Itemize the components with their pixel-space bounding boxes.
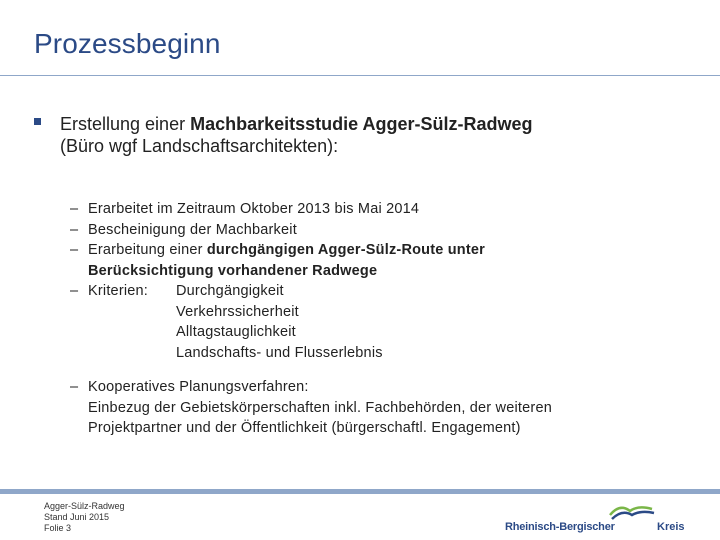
list-item-text: Projektpartner und der Öffentlichkeit (bürgerschaftl. Engagement) (88, 420, 521, 436)
main-bullet (34, 113, 684, 157)
list-item (70, 240, 670, 281)
dash-bullet: – (70, 379, 79, 395)
footer-info (44, 501, 125, 534)
list-item (70, 199, 670, 220)
hills-logo-icon (608, 503, 656, 521)
criterion: Alltagstauglichkeit (176, 324, 296, 340)
dash-bullet: – (70, 242, 79, 258)
list-item-text: Erarbeitet im Zeitraum Oktober 2013 bis Mai 2014 (88, 201, 420, 217)
list-item (70, 377, 670, 439)
main-bullet-text (34, 114, 532, 134)
main-bullet-bold: Machbarkeitsstudie Agger-Sülz-Radweg (190, 114, 533, 134)
dash-bullet: – (70, 201, 79, 217)
dash-bullet: – (70, 283, 79, 299)
list-item-bold: durchgängigen Agger-Sülz-Route unter (206, 242, 486, 258)
footer-date: Stand Juni 2015 (44, 512, 110, 522)
criterion: Landschafts- und Flusserlebnis (176, 344, 383, 361)
page-title: Prozessbeginn (34, 28, 221, 59)
sub-bullet-list (70, 199, 670, 439)
square-bullet-icon (34, 118, 41, 125)
title-divider (0, 75, 720, 76)
logo-name: Rheinisch-Bergischer (505, 521, 615, 533)
list-item-text: Einbezug der Gebietskörperschaften inkl. Fachbehörden, der weiteren (88, 399, 552, 416)
main-bullet-line2: (Büro wgf Landschaftsarchitekten): (60, 136, 339, 156)
dash-bullet: – (70, 221, 79, 238)
footer-slide-number: Folie 3 (44, 523, 72, 533)
main-bullet-prefix: Erstellung einer (60, 114, 191, 134)
list-item (70, 220, 670, 241)
criterion: Durchgängigkeit (176, 283, 284, 299)
criterion: Verkehrssicherheit (176, 303, 299, 320)
footer-bar (0, 489, 720, 494)
list-item-text: Kooperatives Planungsverfahren: (88, 379, 309, 395)
district-logo (500, 503, 690, 535)
list-item-text: Bescheinigung der Machbarkeit (88, 221, 297, 238)
criteria-item (70, 281, 670, 363)
criteria-values (176, 281, 383, 363)
list-item-text: Erarbeitung einer (88, 242, 207, 258)
footer-project: Agger-Sülz-Radweg (44, 501, 125, 511)
list-item-bold: Berücksichtigung vorhandener Radwege (88, 262, 378, 279)
criteria-label: Kriterien: (88, 283, 149, 299)
logo-suffix: Kreis (657, 521, 685, 533)
